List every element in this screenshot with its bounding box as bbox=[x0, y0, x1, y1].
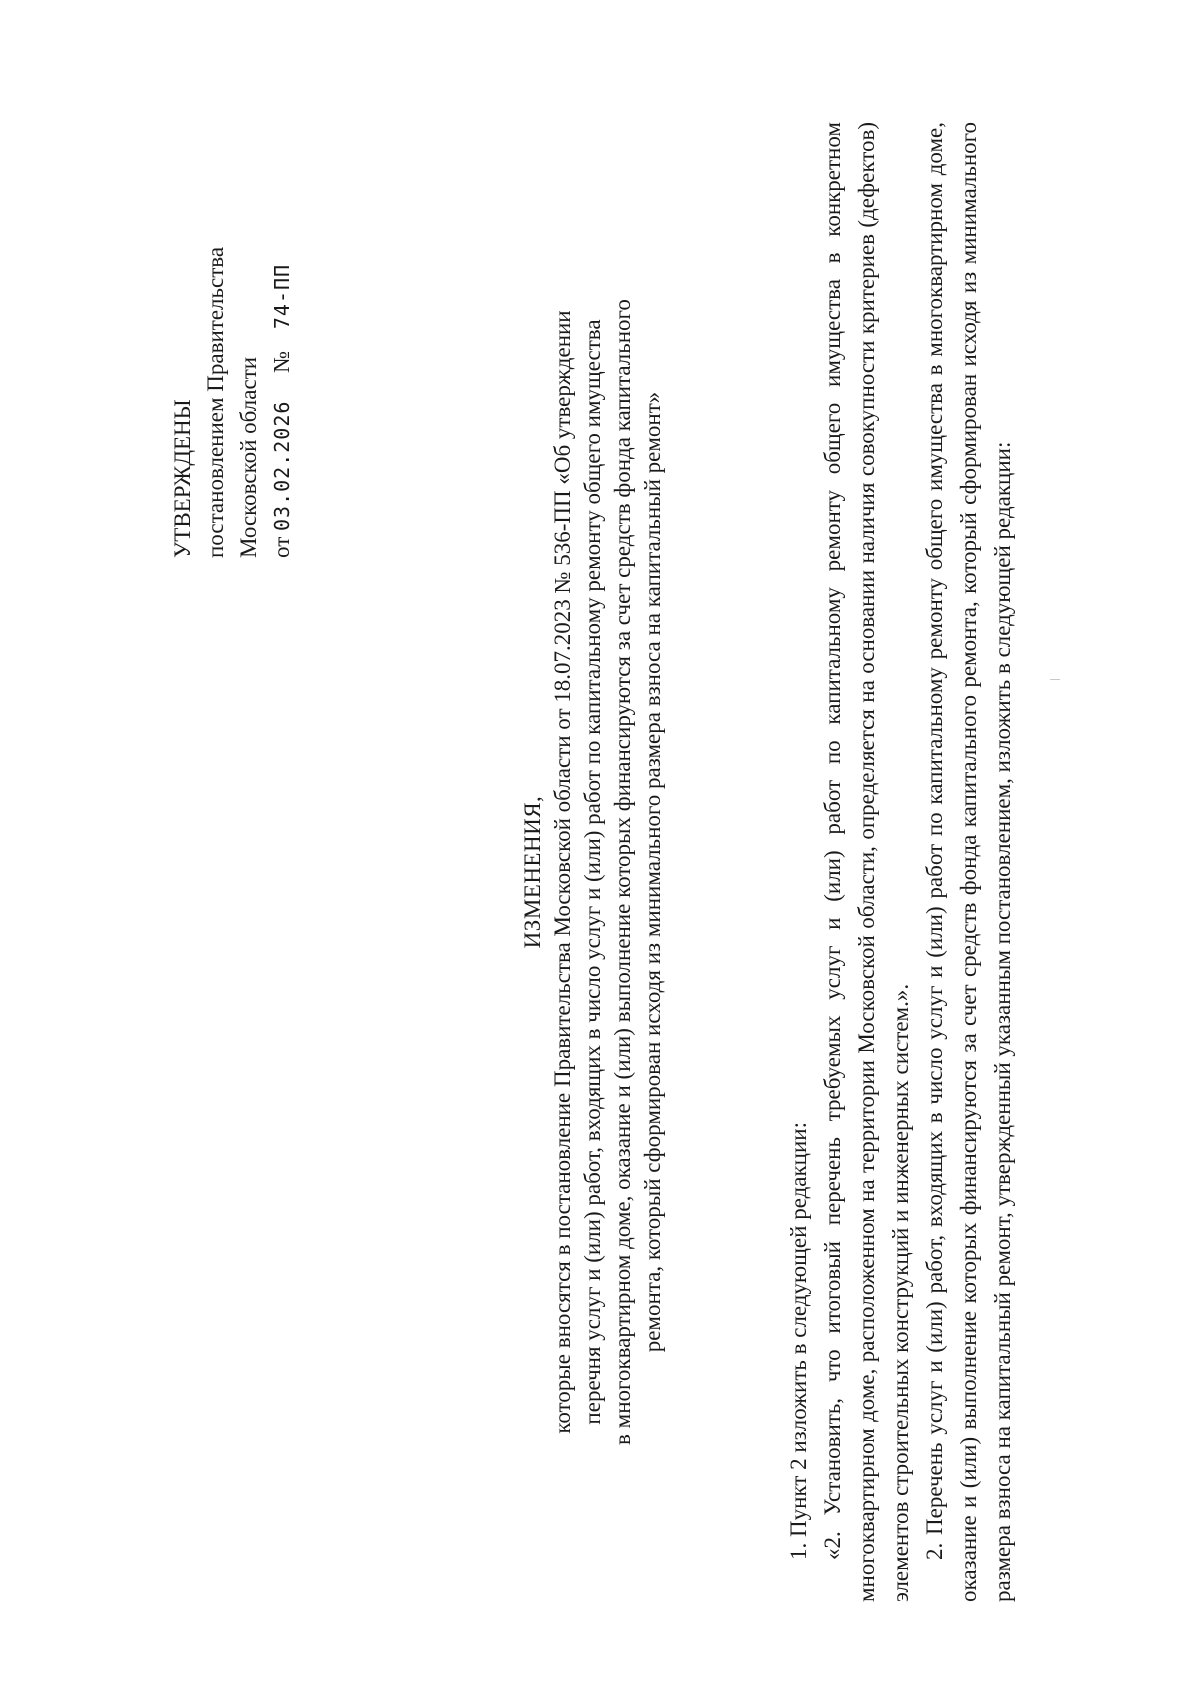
approval-region: Московской области bbox=[236, 356, 261, 558]
approval-heading: УТВЕРЖДЕНЫ bbox=[170, 399, 195, 558]
paragraph-1: 1. Пункт 2 изложить в следующей редакции: bbox=[786, 1122, 811, 1560]
document-title: ИЗМЕНЕНИЯ, bbox=[520, 795, 545, 949]
subtitle-line: в многоквартирном доме, оказание и (или) выполнение которых финансируются за счет средств фонда капитального bbox=[610, 299, 635, 1445]
approval-date: 03.02.2026 bbox=[270, 400, 294, 531]
approval-date-line bbox=[265, 247, 299, 558]
subtitle-line: ремонта, который сформирован исходя из минимального размера взноса на капитальный ремонт» bbox=[640, 391, 665, 1353]
paragraph-3: 2. Перечень услуг и (или) работ, входящих в число услуг и (или) работ по капитальному ремонту общего имущества в многоквартирном доме, оказание и (или) выполнение которых финансируются за счет средств фонда капитального ремонта, который сформирован исходя из минимального размера взноса на капитальный ремонт, утвержденный указанным постановлением, изложить в следующей редакции: bbox=[922, 122, 1015, 1602]
approval-stamp bbox=[166, 247, 299, 558]
document-header bbox=[518, 277, 668, 1467]
subtitle-line: перечня услуг и (или) работ, входящих в число услуг и (или) работ по капитальному ремонту общего имущества bbox=[580, 319, 605, 1425]
document-body bbox=[782, 122, 1020, 1602]
number-prefix: № bbox=[269, 350, 294, 373]
approval-number: 74-ПП bbox=[270, 263, 294, 330]
approval-authority: постановлением Правительства bbox=[203, 246, 228, 558]
date-prefix: от bbox=[269, 536, 294, 558]
subtitle-line: которые вносятся в постановление Правительства Московской области от 18.07.2023 № 536-ПП «Об утверждении bbox=[550, 310, 575, 1434]
paragraph-2: «2. Установить, что итоговый перечень требуемых услуг и (или) работ по капитальному ремонту общего имущества в конкретном многоквартирном доме, расположенном на территории Московской области, определяется на основании наличия совокупности критериев (дефектов) элементов строительных конструкций и инженерных систем.». bbox=[820, 122, 913, 1602]
scan-mark bbox=[1050, 679, 1060, 680]
